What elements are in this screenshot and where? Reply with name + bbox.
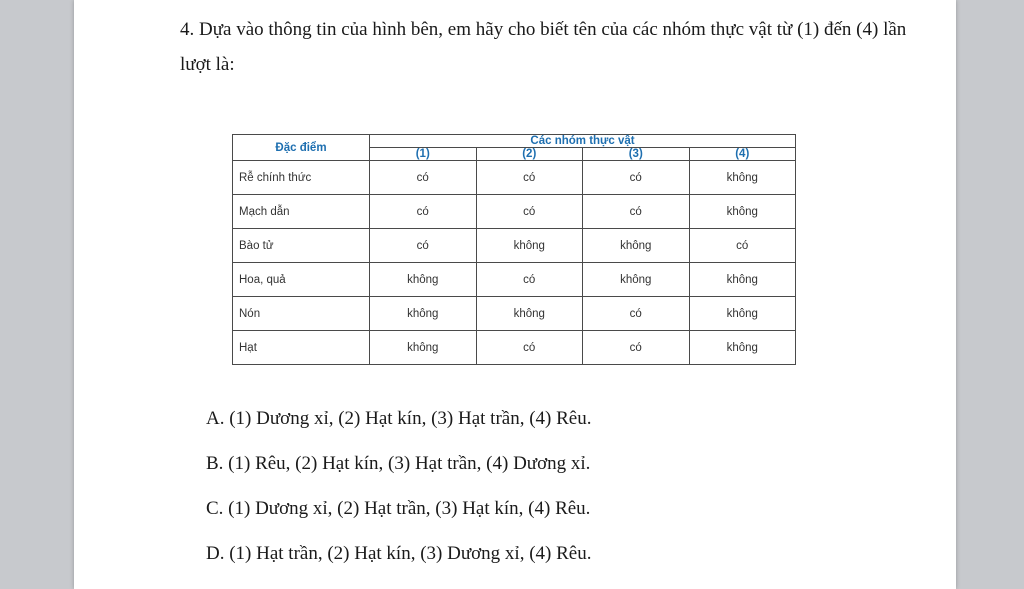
- value-cell: không: [370, 331, 477, 365]
- option-d: D. (1) Hạt trần, (2) Hạt kín, (3) Dương xỉ, (4) Rêu.: [206, 543, 592, 564]
- column-header: (4): [689, 148, 796, 161]
- value-cell: có: [476, 263, 583, 297]
- trait-cell: Hạt: [233, 331, 370, 365]
- value-cell: có: [370, 229, 477, 263]
- answer-options: [206, 402, 906, 582]
- table-row: [233, 161, 796, 195]
- table-row: [233, 297, 796, 331]
- value-cell: không: [689, 195, 796, 229]
- trait-cell: Hoa, quả: [233, 263, 370, 297]
- table-row: [233, 263, 796, 297]
- column-header: (1): [370, 148, 477, 161]
- value-cell: có: [689, 229, 796, 263]
- option-c: C. (1) Dương xỉ, (2) Hạt trần, (3) Hạt kín, (4) Rêu.: [206, 498, 591, 519]
- value-cell: có: [583, 331, 690, 365]
- group-header: Các nhóm thực vật: [370, 135, 796, 148]
- value-cell: có: [583, 195, 690, 229]
- column-header: (3): [583, 148, 690, 161]
- value-cell: không: [689, 297, 796, 331]
- question-text: 4. Dựa vào thông tin của hình bên, em hãy cho biết tên của các nhóm thực vật từ (1) đến (4) lần lượt là:: [180, 19, 907, 75]
- trait-cell: Rễ chính thức: [233, 161, 370, 195]
- value-cell: có: [370, 195, 477, 229]
- option-b: B. (1) Rêu, (2) Hạt kín, (3) Hạt trần, (4) Dương xỉ.: [206, 453, 591, 474]
- table-row: [233, 331, 796, 365]
- table-row: [233, 195, 796, 229]
- value-cell: không: [689, 331, 796, 365]
- value-cell: không: [476, 297, 583, 331]
- trait-cell: Nón: [233, 297, 370, 331]
- value-cell: không: [689, 161, 796, 195]
- value-cell: có: [583, 161, 690, 195]
- trait-header: Đặc điểm: [233, 135, 370, 161]
- value-cell: có: [583, 297, 690, 331]
- value-cell: có: [476, 161, 583, 195]
- traits-table: [232, 134, 796, 365]
- value-cell: không: [476, 229, 583, 263]
- value-cell: không: [689, 263, 796, 297]
- table-row: [233, 229, 796, 263]
- value-cell: có: [370, 161, 477, 195]
- column-header: (2): [476, 148, 583, 161]
- option-a: A. (1) Dương xỉ, (2) Hạt kín, (3) Hạt trần, (4) Rêu.: [206, 408, 592, 429]
- value-cell: không: [583, 229, 690, 263]
- trait-cell: Mạch dẫn: [233, 195, 370, 229]
- value-cell: không: [583, 263, 690, 297]
- value-cell: có: [476, 331, 583, 365]
- plant-groups-table: [232, 134, 796, 365]
- trait-cell: Bào tử: [233, 229, 370, 263]
- value-cell: có: [476, 195, 583, 229]
- document-page: [74, 0, 956, 589]
- table-header-row: [233, 135, 796, 148]
- value-cell: không: [370, 297, 477, 331]
- value-cell: không: [370, 263, 477, 297]
